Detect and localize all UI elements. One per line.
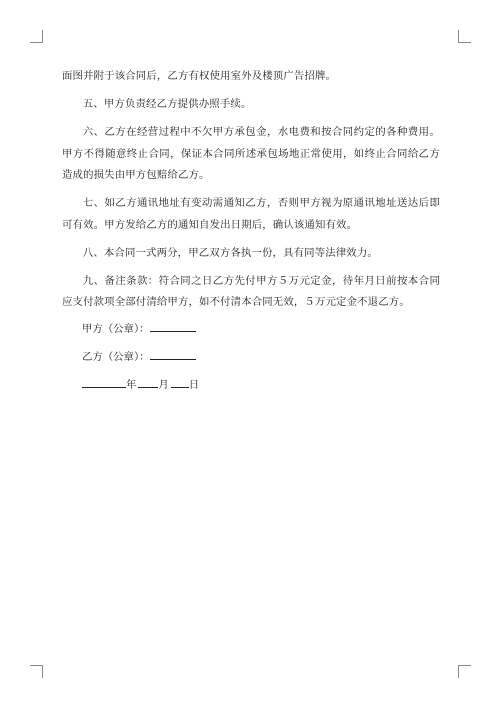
party-a-label: 甲方（公章）： xyxy=(82,323,150,335)
clause-8: 八、本合同一式两分，甲乙双方各执一份，具有同等法律效力。 xyxy=(82,246,378,259)
crop-mark-top-left xyxy=(30,30,43,43)
month-label: 月 xyxy=(158,379,169,391)
clause-6: 六、乙方在经营过程中不欠甲方承包金，水电费和按合同约定的各种费用。甲方不得随意终止合同，保证本合同所述承包场地正常使用，如终止合同给乙方造成的损失由甲方包赔给乙方。 xyxy=(62,126,440,181)
date-line xyxy=(82,376,199,392)
year-label: 年 xyxy=(126,379,137,391)
year-blank xyxy=(82,376,126,388)
clause-5: 五、甲方负责经乙方提供办照手续。 xyxy=(82,98,252,110)
day-label: 日 xyxy=(188,379,200,391)
clause-7: 七、如乙方通讯地址有变动需通知乙方，否则甲方视为原通讯地址送达后即可有效。甲方发给乙方的通知自发出日期后，确认该通知有效。 xyxy=(62,197,440,231)
party-a-blank xyxy=(150,320,196,332)
contract-body xyxy=(62,66,440,314)
party-b-label: 乙方（公章）： xyxy=(82,351,150,363)
crop-mark-bottom-left xyxy=(30,665,43,678)
day-blank xyxy=(171,376,189,388)
party-a-signature-line xyxy=(82,320,196,336)
party-b-blank xyxy=(150,348,196,360)
month-blank xyxy=(138,376,158,388)
paragraph-continuation: 面图并附于该合同后，乙方有权使用室外及楼顶广告招牌。 xyxy=(62,70,337,82)
clause-9: 九、备注条款：符合同之日乙方先付甲方５万元定金，待年月日前按本合同应支付款项全部付清给甲方，如不付清本合同无效，５万元定金不退乙方。 xyxy=(62,274,440,308)
crop-mark-top-right xyxy=(458,30,471,43)
crop-mark-bottom-right xyxy=(458,665,471,678)
party-b-signature-line xyxy=(82,348,196,364)
